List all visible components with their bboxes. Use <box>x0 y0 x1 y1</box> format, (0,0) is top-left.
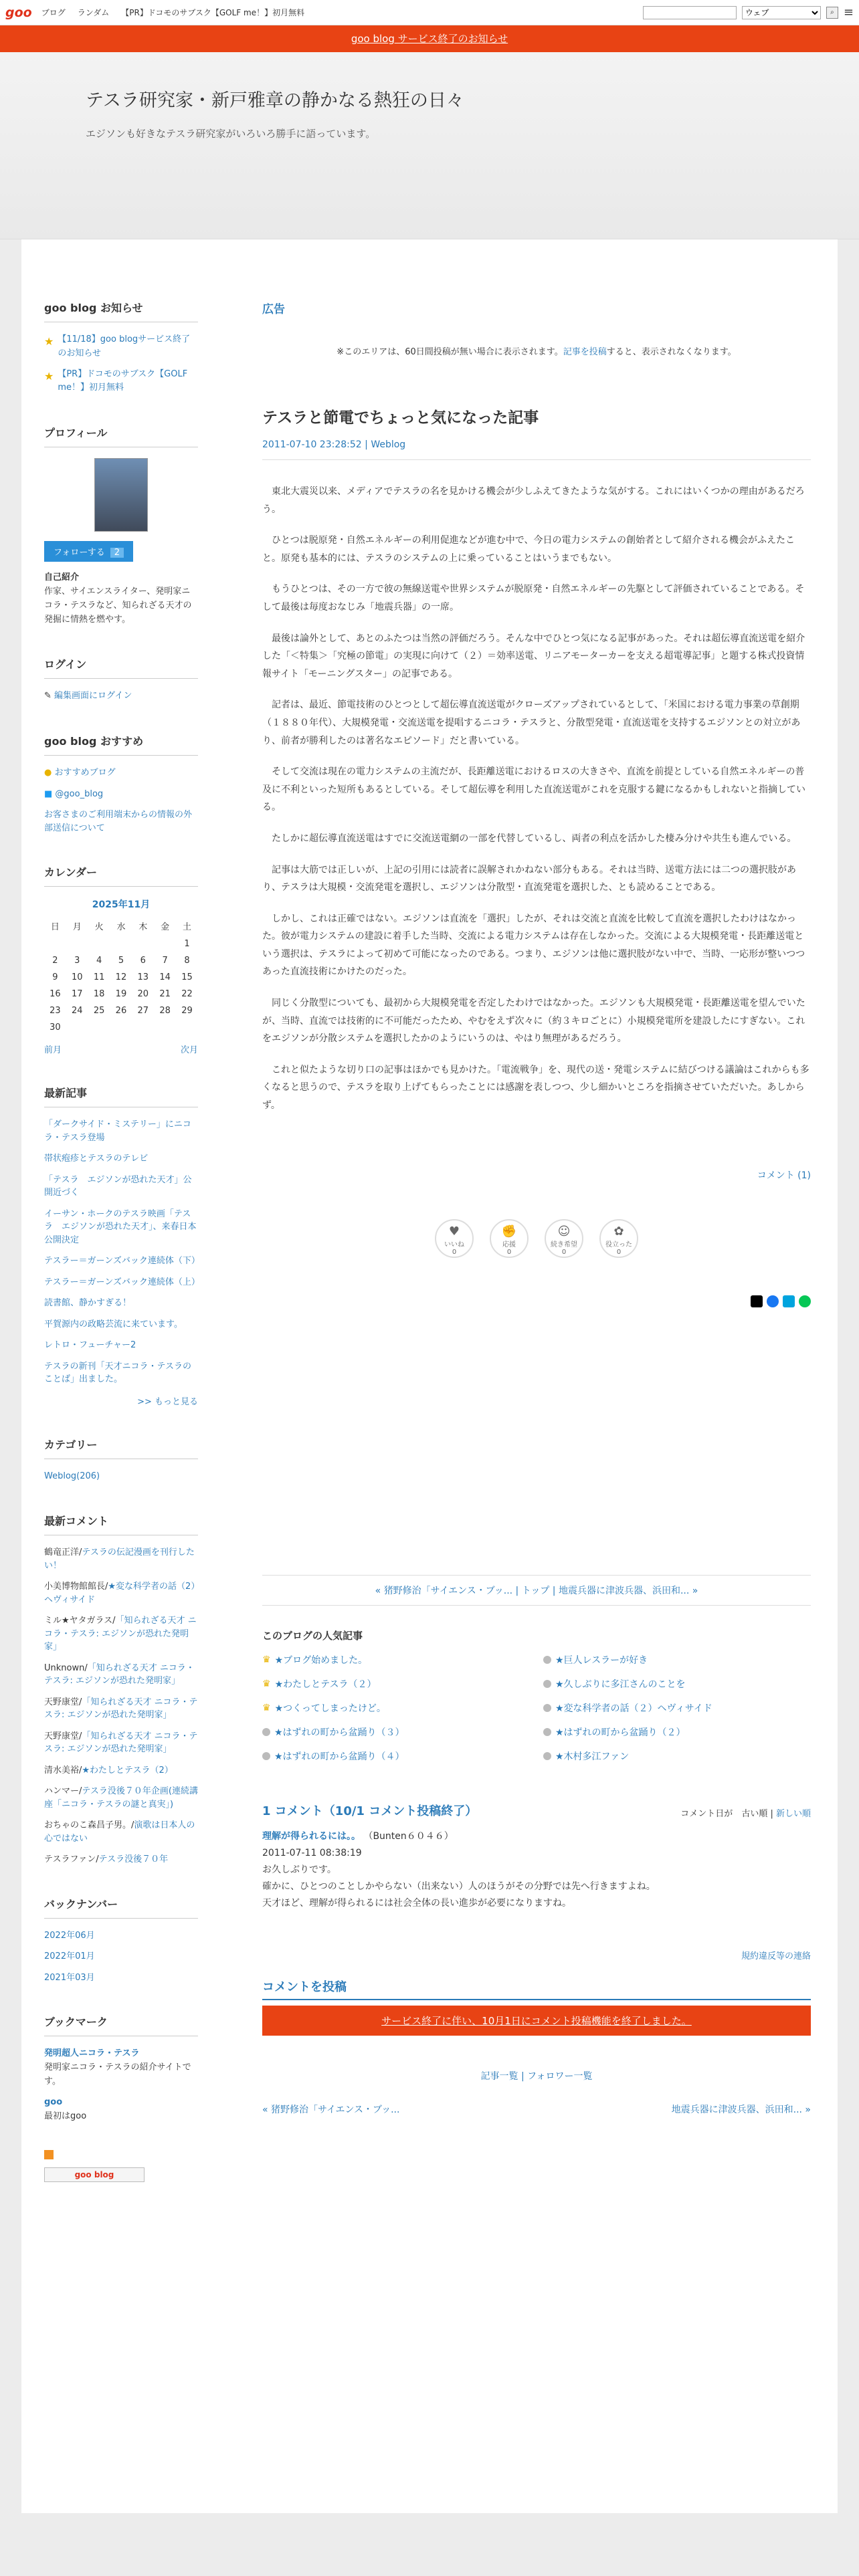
calendar-day: 29 <box>181 1006 193 1016</box>
hatena-share-icon[interactable] <box>783 1295 795 1307</box>
blog-description: エジソンも好きなテスラ研究家がいろいろ勝手に語っています。 <box>86 128 376 140</box>
recommend-heading: goo blog おすすめ <box>44 733 198 756</box>
calendar-day <box>154 1019 176 1036</box>
calendar-day: 4 <box>96 956 102 966</box>
popular-item <box>262 1725 530 1739</box>
comment-post-link[interactable]: ★変な科学者の話（2）ヘヴィサイド <box>44 1582 195 1605</box>
calendar-weekday: 火 <box>94 922 104 933</box>
popular-post-link[interactable]: ★変な科学者の話（２）ヘヴィサイド <box>555 1703 712 1714</box>
recent-post-link[interactable]: レトロ・フューチャー2 <box>44 1340 136 1351</box>
follow-label: フォローする <box>54 548 105 558</box>
list-item <box>44 1853 198 1866</box>
list-item <box>44 1950 198 1963</box>
popular-item <box>543 1749 811 1763</box>
crown-icon: ♛ <box>262 1702 271 1713</box>
calendar-day: 14 <box>159 972 171 983</box>
blog-header <box>0 52 859 239</box>
notice-item <box>44 368 198 396</box>
calendar-weekday: 水 <box>116 922 126 933</box>
reaction-icon: ✊ <box>501 1224 517 1239</box>
recommend-section <box>44 733 198 835</box>
calendar-day <box>154 936 176 952</box>
comment-post-link[interactable]: 「知られざる天才 ニコラ・テスラ: エジソンが恐れた発明家」 <box>44 1616 197 1652</box>
post-paragraph: そして交流は現在の電力システムの主流だが、長距離送電におけるロスの大きさや、直流を前提としている自然エネルギーの普及に不利といった短所もあるとしている。そして超伝導を利用した直流送電がこれを克服する鍵になるかもしれないと指摘している。 <box>262 766 805 813</box>
top-links <box>41 7 304 18</box>
login-heading: ログイン <box>44 656 198 679</box>
calendar-day: 23 <box>50 1006 61 1016</box>
comment-post-link[interactable]: 演歌は日本人の心ではない <box>44 1820 195 1844</box>
comment-date: 2011-07-11 08:38:19 <box>262 1847 362 1858</box>
popular-posts <box>262 1628 811 1763</box>
login-link[interactable]: 編集画面にログイン <box>54 691 132 702</box>
comment-author: 清水美裕/ <box>44 1765 82 1776</box>
comment-post-link[interactable]: テスラ没後７０年企画(連続講座「ニコラ・テスラの謎と真実」) <box>44 1786 198 1810</box>
comment-count-link[interactable]: コメント (1) <box>757 1170 811 1181</box>
category-section <box>44 1436 198 1484</box>
recent-post-link[interactable]: 平賀源内の政略芸流に来ています。 <box>44 1319 183 1329</box>
top-search <box>643 5 854 19</box>
backnumber-link[interactable]: 2022年06月 <box>44 1930 95 1941</box>
calendar-day: 26 <box>115 1006 127 1016</box>
calendar-day: 20 <box>137 989 149 1000</box>
comment-author: ハンマー/ <box>44 1786 82 1797</box>
next-post-link[interactable]: 地震兵器に津波兵器、浜田和... » <box>671 2104 811 2115</box>
comment-author: 天野康堂/ <box>44 1697 82 1707</box>
popular-post-link[interactable]: ★わたしとテスラ（２） <box>274 1679 377 1690</box>
rank-icon <box>543 1680 551 1688</box>
calendar-title: 2025年11月 <box>92 899 151 911</box>
list-item <box>44 1730 198 1756</box>
notice-section <box>44 300 198 395</box>
calendar-week <box>44 936 198 952</box>
list-item <box>44 1662 198 1688</box>
article-list-link[interactable]: 記事一覧 <box>480 2070 518 2082</box>
popular-post-link[interactable]: ★はずれの町から盆踊り（３） <box>274 1727 405 1738</box>
calendar-weekday: 木 <box>138 922 148 933</box>
calendar-day: 9 <box>52 972 58 983</box>
popular-item <box>262 1677 530 1691</box>
crown-icon: ♛ <box>262 1678 271 1689</box>
rank-icon <box>543 1656 551 1664</box>
comment-author: 天野康堂/ <box>44 1731 82 1741</box>
crown-icon: ♛ <box>262 1654 271 1665</box>
reactions <box>262 1219 811 1258</box>
calendar-day: 22 <box>181 989 193 1000</box>
post-paragraph: ひとつは脱原発・自然エネルギーの利用促進などが進む中で、今日の電力システムの創始者として紹介される機会がふえたこと。原発も基本的には、テスラのシステムの上に乗っていることはいうまでもない。 <box>262 535 795 564</box>
notice-item <box>44 333 198 361</box>
star-icon: ★ <box>44 369 54 383</box>
calendar-week <box>44 969 198 986</box>
calendar-heading: カレンダー <box>44 864 198 887</box>
calendar-week <box>44 952 198 969</box>
post-paragraph: しかし、これは正確ではない。エジソンは直流を「選択」したが、それは交流と直流を比較して直流を選択したわけはなかった。彼が電力システムの建設に着手した当時、交流による電力システムは存在しなかった。交流による大規模発電・長距離送電という選択は、テスラによって初めて可能になったのである。つまり、エジソンは他に選択肢がない中で、当時、一応形が整いつつあった直流技術にかけたのだった。 <box>262 913 805 978</box>
lightbulb-icon: ● <box>44 768 55 778</box>
reaction-button[interactable] <box>599 1219 638 1258</box>
calendar-weekday: 土 <box>183 922 192 933</box>
sidebar <box>21 280 222 2513</box>
facebook-share-icon[interactable] <box>767 1295 779 1307</box>
popular-item <box>262 1653 530 1667</box>
backnumber-link[interactable]: 2022年01月 <box>44 1951 95 1962</box>
bookmark-link[interactable]: 発明超人ニコラ・テスラ <box>44 2048 140 2059</box>
main-content <box>222 280 811 2513</box>
reaction-count: 0 <box>452 1248 457 1256</box>
x-logo-icon: ■ <box>44 788 56 799</box>
sort-new-link[interactable]: 新しい順 <box>775 1808 811 1819</box>
reaction-count: 0 <box>561 1248 567 1256</box>
comment-post-section <box>262 1977 811 2036</box>
list-item <box>44 1614 198 1654</box>
sort-label: コメント日が <box>680 1808 733 1819</box>
top-link-random[interactable]: ランダム <box>77 8 110 17</box>
calendar-weekday: 月 <box>72 922 82 933</box>
service-end-link[interactable]: goo blog サービス終了のお知らせ <box>351 33 508 45</box>
calendar-day: 15 <box>181 972 193 983</box>
comment-author: おちゃのこ森昌子男。/ <box>44 1820 134 1831</box>
calendar-day <box>44 936 66 952</box>
list-item <box>44 1971 198 1985</box>
calendar-day: 5 <box>118 956 124 966</box>
recommend-link[interactable]: お客さまのご利用端末からの情報の外部送信について <box>44 810 193 833</box>
comment-post-link[interactable]: ★わたしとテスラ（2） <box>82 1765 173 1776</box>
sort-old: 古い順 <box>741 1808 768 1819</box>
reaction-count: 0 <box>506 1248 512 1256</box>
comment-closed-notice[interactable]: サービス終了に伴い、10月1日にコメント投稿機能を終了しました。 <box>262 2006 811 2036</box>
bookmark-desc: 最初はgoo <box>44 2111 87 2121</box>
menu-icon[interactable]: ≡ <box>843 5 854 19</box>
calendar-day <box>110 1019 132 1036</box>
follow-button[interactable] <box>44 541 133 562</box>
comment-author: （Bunten６０４６） <box>363 1830 454 1842</box>
calendar-day: 11 <box>93 972 105 983</box>
post-paragraph: 東北大震災以来、メディアでテスラの名を見かける機会が少しふえてきたような気がする。これにはいくつかの理由があるだろう。 <box>262 486 805 515</box>
calendar-week <box>44 1002 198 1019</box>
popular-item <box>543 1653 811 1667</box>
popular-post-link[interactable]: ★巨人レスラーが好き <box>555 1654 648 1666</box>
calendar-day <box>66 936 88 952</box>
report-link[interactable]: 規約違反等の連絡 <box>741 1951 811 1961</box>
recent-heading: 最新記事 <box>44 1085 198 1107</box>
follow-count: 2 <box>110 548 124 558</box>
recommend-link[interactable]: おすすめブログ <box>54 768 116 778</box>
calendar-week <box>44 986 198 1002</box>
post-paragraph: 同じく分散型についても、最初から大規模発電を否定したわけではなかった。エジソンも大規模発電・長距離送電を望んでいたが、当時、直流では技術的に不可能だったため、やむをえず次々に（約３キロごとに）小規模発電所を建設したにすぎない。これをエジソンが分散システムを選択したかのようにいうのは、やはり無理があるだろう。 <box>262 998 805 1045</box>
prev-next-nav <box>262 2103 811 2116</box>
comment-author: テスラファン/ <box>44 1854 99 1865</box>
top-link-pr[interactable]: 【PR】ドコモのサブスク【GOLF me！】初月無料 <box>121 8 305 17</box>
prev-post-link[interactable]: « 猪野修治「サイエンス・ブッ... <box>262 2104 400 2115</box>
popular-item <box>543 1725 811 1739</box>
list-item <box>44 1208 198 1247</box>
list-item <box>44 809 198 835</box>
category-heading: カテゴリー <box>44 1436 198 1459</box>
list-item <box>44 766 198 780</box>
comment-post-link[interactable]: テスラの伝記漫画を刊行したい！ <box>44 1547 195 1571</box>
calendar-day: 24 <box>71 1006 83 1016</box>
comment-line: 確かに、ひとつのことしかやらない（出来ない）人のほうがその分野では先へ行きますよね。 <box>262 1881 656 1893</box>
calendar-day: 1 <box>184 939 190 950</box>
post-category-link[interactable]: Weblog <box>371 439 406 450</box>
list-item <box>44 1255 198 1268</box>
calendar-day: 13 <box>137 972 149 983</box>
ad-label: 広告 <box>262 303 285 316</box>
pencil-icon: ✎ <box>44 691 55 702</box>
more-link[interactable]: >> もっと見る <box>137 1396 198 1407</box>
calendar-day: 19 <box>115 989 127 1000</box>
reaction-label: 続き希望 <box>551 1241 577 1249</box>
list-item <box>44 1152 198 1166</box>
calendar-day <box>132 936 154 952</box>
share-buttons <box>262 1295 811 1307</box>
bookmark-item <box>44 2096 198 2124</box>
page-body <box>21 239 838 2513</box>
comment-author: ミル★ヤタガラス/ <box>44 1616 116 1626</box>
post-body <box>262 483 811 1115</box>
post-title[interactable]: テスラと節電でちょっと気になった記事 <box>262 409 539 427</box>
top-link-blog[interactable]: ブログ <box>41 8 66 17</box>
ad-note-text: ※このエリアは、60日間投稿が無い場合に表示されます。 <box>337 347 563 357</box>
post-meta: 2011-07-10 23:28:52 | Weblog <box>262 439 811 460</box>
list-item <box>44 1118 198 1144</box>
next-post-link[interactable]: 地震兵器に津波兵器、浜田和... » <box>558 1585 698 1596</box>
top-bar <box>0 0 859 25</box>
follower-list-link[interactable]: フォロワー一覧 <box>527 2070 593 2082</box>
list-item <box>44 1580 198 1606</box>
post-paragraph: 最後は論外として、あとのふたつは当然の評価だろう。そんな中でひとつ気になる記事があった。それは超伝導直流送電を紹介した「＜特集＞「究極の節電」の実現に向けて（２）＝効率送電、リニアモーターカーを支える超電導記事」と題する株式投資情報サイト「モーニングスター」の記事である。 <box>262 633 805 679</box>
goo-logo[interactable]: goo <box>5 5 32 20</box>
ad-note-text: すると、表示されなくなります。 <box>606 347 737 357</box>
post-paragraph: たしかに超伝導直流送電はすでに交流送電網の一部を代替しているし、両者の利点を活かした棲み分けや共生も進んでいる。 <box>262 833 797 844</box>
recent-post-link[interactable]: イーサン・ホークのテスラ映画「テスラ エジソンが恐れた天才」、来春日本公開決定 <box>44 1208 197 1245</box>
reaction-label: 応援 <box>502 1241 516 1249</box>
rss-icon[interactable] <box>44 2150 54 2159</box>
post-article-link[interactable]: 記事を投稿 <box>563 347 607 357</box>
popular-post-link[interactable]: ★ブログ始めました。 <box>274 1654 368 1666</box>
login-section <box>44 656 198 704</box>
profile-section <box>44 425 198 627</box>
list-item <box>44 1696 198 1722</box>
intro-text: 作家、サイエンスライター、発明家ニコラ・テスラなど、知られざる天才の発掘に情熱を燃やす。 <box>44 586 192 625</box>
calendar-day <box>66 1019 88 1036</box>
calendar-day: 21 <box>159 989 171 1000</box>
notice-link[interactable]: 【PR】ドコモのサブスク【GOLF me！】初月無料 <box>58 368 188 393</box>
recent-post-link[interactable]: テスラー＝ガーンズバック連続体（下） <box>44 1256 200 1267</box>
calendar-section <box>44 864 198 1055</box>
comments-heading: 最新コメント <box>44 1513 198 1535</box>
popular-item <box>543 1701 811 1715</box>
popular-item <box>262 1749 530 1763</box>
recent-post-link[interactable]: 帯状疱疹とテスラのテレビ <box>44 1154 149 1164</box>
list-item <box>44 1785 198 1811</box>
notice-link[interactable]: 【11/18】goo blogサービス終了のお知らせ <box>58 334 191 358</box>
calendar-day: 27 <box>137 1006 149 1016</box>
reaction-button[interactable] <box>490 1219 529 1258</box>
popular-post-link[interactable]: ★つくってしまったけど。 <box>274 1703 386 1714</box>
post-paragraph: 記事は大筋では正しいが、上記の引用には読者に誤解されかねない部分もある。それは当時、送電方法には二つの選択肢があり、テスラは大規模・交流発電を選択し、エジソンは分散型・直流発電を選択した、とも読めることである。 <box>262 864 796 893</box>
calendar-day: 16 <box>50 989 61 1000</box>
post-paragraph: これと似たような切り口の記事はほかでも見かけた。「電流戦争」を、現代の送・発電システムに結びつける議論はこれからも多くなると思うので、テスラを取り上げてもらったことには感謝を表しつつ、少し細かいところを指摘させていただいた。あしからず。 <box>262 1064 809 1111</box>
list-item <box>44 1339 198 1352</box>
comment-author: Unknown/ <box>44 1662 88 1673</box>
reaction-label: いいね <box>444 1241 464 1249</box>
calendar-week <box>44 1019 198 1036</box>
calendar-day: 2 <box>52 956 58 966</box>
reaction-icon: ♥ <box>448 1224 460 1239</box>
backnumber-heading: バックナンバー <box>44 1896 198 1919</box>
rank-icon <box>543 1752 551 1760</box>
comment-post-link[interactable]: テスラ没後７０年 <box>98 1854 169 1865</box>
calendar-day: 17 <box>71 989 83 1000</box>
popular-post-link[interactable]: ★木村多江ファン <box>555 1751 630 1762</box>
list-item <box>44 1764 198 1778</box>
x-share-icon[interactable] <box>751 1295 763 1307</box>
backnumber-section <box>44 1896 198 1985</box>
comment-post-link[interactable]: 「知られざる天才 ニコラ・テスラ: エジソンが恐れた発明家」 <box>44 1731 198 1755</box>
recommend-link[interactable]: @goo_blog <box>55 788 104 799</box>
comments-sort: コメント日が 古い順 | 新しい順 <box>680 1808 811 1819</box>
calendar-day: 12 <box>115 972 127 983</box>
search-scope-select[interactable] <box>742 6 821 19</box>
popular-item <box>262 1701 530 1715</box>
bookmark-heading: ブックマーク <box>44 2014 198 2036</box>
recent-comments-section <box>44 1513 198 1866</box>
list-item <box>44 1276 198 1289</box>
popular-heading: このブログの人気記事 <box>262 1629 363 1642</box>
calendar-day <box>88 1019 110 1036</box>
comment-item <box>262 1828 811 1913</box>
calendar-day: 18 <box>93 989 105 1000</box>
comment-author: 小美博物館館長/ <box>44 1582 108 1592</box>
list-item <box>44 1318 198 1331</box>
comments-section-heading: 1 コメント（10/1 コメント投稿終了） <box>262 1804 478 1818</box>
comment-line: 天才ほど、理解が得られるには社会全体の長い進歩が必要になりますね。 <box>262 1898 571 1909</box>
comment-post-heading: コメントを投稿 <box>262 1977 811 2000</box>
calendar-next-link[interactable]: 次月 <box>180 1045 198 1056</box>
backnumber-link[interactable]: 2021年03月 <box>44 1972 95 1983</box>
intro-label: 自己紹介 <box>44 572 80 583</box>
search-input[interactable] <box>643 6 737 19</box>
goo-blog-badge[interactable]: goo blog <box>44 2167 145 2182</box>
comments-header <box>262 1802 811 1819</box>
comment-line: お久しぶりです。 <box>262 1864 337 1875</box>
line-share-icon[interactable] <box>799 1295 811 1307</box>
rank-icon <box>262 1752 270 1760</box>
service-end-banner <box>0 25 859 52</box>
recent-post-link[interactable]: テスラの新刊「天才ニコラ・テスラのことば」出ました。 <box>44 1361 191 1385</box>
reaction-label: 役立った <box>605 1241 632 1249</box>
star-icon: ★ <box>44 335 54 348</box>
prev-post-link[interactable]: « 猪野修治「サイエンス・ブッ... <box>375 1585 513 1596</box>
reaction-icon: ☺ <box>557 1224 571 1239</box>
calendar-day: 28 <box>159 1006 171 1016</box>
calendar-day <box>110 936 132 952</box>
notice-heading: goo blog お知らせ <box>44 300 198 322</box>
bookmark-section <box>44 2014 198 2182</box>
popular-post-link[interactable]: ★はずれの町から盆踊り（４） <box>274 1751 405 1762</box>
ad-note <box>262 344 811 357</box>
list-item <box>44 788 198 801</box>
bookmark-link[interactable]: goo <box>44 2097 63 2107</box>
comment-post-link[interactable]: 「知られざる天才 ニコラ・テスラ: エジソンが恐れた発明家」 <box>44 1662 195 1687</box>
bookmark-desc: 発明家ニコラ・テスラの紹介サイトです。 <box>44 2062 191 2087</box>
popular-post-link[interactable]: ★久しぶりに多江さんのことを <box>555 1679 686 1690</box>
recent-post-link[interactable]: 「テスラ エジソンが恐れた天才」公開近づく <box>44 1174 192 1198</box>
recent-post-link[interactable]: 「ダークサイド・ミステリー」にニコラ・テスラ登場 <box>44 1119 191 1143</box>
search-icon[interactable]: ⌕ <box>826 7 838 19</box>
post-navigation: « 猪野修治「サイエンス・ブッ... | トップ | 地震兵器に津波兵器、浜田和... » <box>262 1575 811 1606</box>
list-item <box>44 1174 198 1200</box>
list-item <box>44 1546 198 1572</box>
post-date: 2011-07-10 23:28:52 <box>262 439 362 450</box>
reaction-button[interactable] <box>545 1219 583 1258</box>
post-paragraph: 記者は、最近、節電技術のひとつとして超伝導直流送電がクローズアップされているとして、「米国における電力事業の草創期（１８８０年代）、大規模発電・交流送電を提唱するニコラ・テスラと、分散型発電・直流送電を支持するエジソンとの対立があり、前者が勝利したのは著名なエピソード」だと書いている。 <box>262 700 801 746</box>
list-item <box>44 1929 198 1943</box>
calendar-day: 7 <box>162 956 168 966</box>
bookmark-item <box>44 2047 198 2088</box>
post-paragraph: もうひとつは、その一方で彼の無線送電や世界システムが脱原発・自然エネルギーの先駆として評価されていることである。そして最後は毎度おなじみ「地震兵器」の一席。 <box>262 584 805 613</box>
recent-posts-section <box>44 1085 198 1407</box>
calendar-day: 3 <box>74 956 80 966</box>
calendar-weekday: 日 <box>50 922 60 933</box>
calendar-day <box>88 936 110 952</box>
rank-icon <box>543 1728 551 1736</box>
avatar[interactable] <box>94 458 148 532</box>
reaction-button[interactable] <box>435 1219 474 1258</box>
comment-post-link[interactable]: 「知られざる天才 ニコラ・テスラ: エジソンが恐れた発明家」 <box>44 1697 198 1721</box>
blog-title[interactable]: テスラ研究家・新戸雅章の静かなる熱狂の日々 <box>86 90 464 111</box>
calendar-day <box>176 1019 198 1036</box>
rank-icon <box>262 1728 270 1736</box>
category-link[interactable]: Weblog(206) <box>44 1471 100 1481</box>
recent-post-link[interactable]: 読書館、静かすぎる！ <box>44 1298 132 1309</box>
calendar-day: 10 <box>71 972 83 983</box>
comment-author: 鶴竜正洋/ <box>44 1547 82 1558</box>
calendar-day: 25 <box>93 1006 105 1016</box>
list-item <box>44 1297 198 1310</box>
popular-item <box>543 1677 811 1691</box>
profile-heading: プロフィール <box>44 425 198 447</box>
calendar-day <box>132 1019 154 1036</box>
calendar-weekday: 金 <box>161 922 170 933</box>
list-item <box>44 1819 198 1845</box>
comment-title[interactable]: 理解が得られるには。。 <box>262 1830 361 1842</box>
list-item <box>44 1360 198 1386</box>
reaction-icon: ✿ <box>613 1224 624 1239</box>
recent-post-link[interactable]: テスラー＝ガーンズバック連続体（上） <box>44 1277 200 1287</box>
reaction-count: 0 <box>616 1248 622 1256</box>
calendar-day: 6 <box>140 956 146 966</box>
bottom-links: 記事一覧 | フォロワー一覧 <box>480 2070 593 2082</box>
popular-post-link[interactable]: ★はずれの町から盆踊り（２） <box>555 1727 686 1738</box>
calendar-table <box>44 916 198 1036</box>
top-link[interactable]: トップ <box>521 1585 550 1596</box>
rank-icon <box>543 1704 551 1712</box>
calendar-day: 8 <box>184 956 190 966</box>
calendar-day: 30 <box>50 1023 61 1033</box>
calendar-prev-link[interactable]: 前月 <box>44 1045 62 1056</box>
